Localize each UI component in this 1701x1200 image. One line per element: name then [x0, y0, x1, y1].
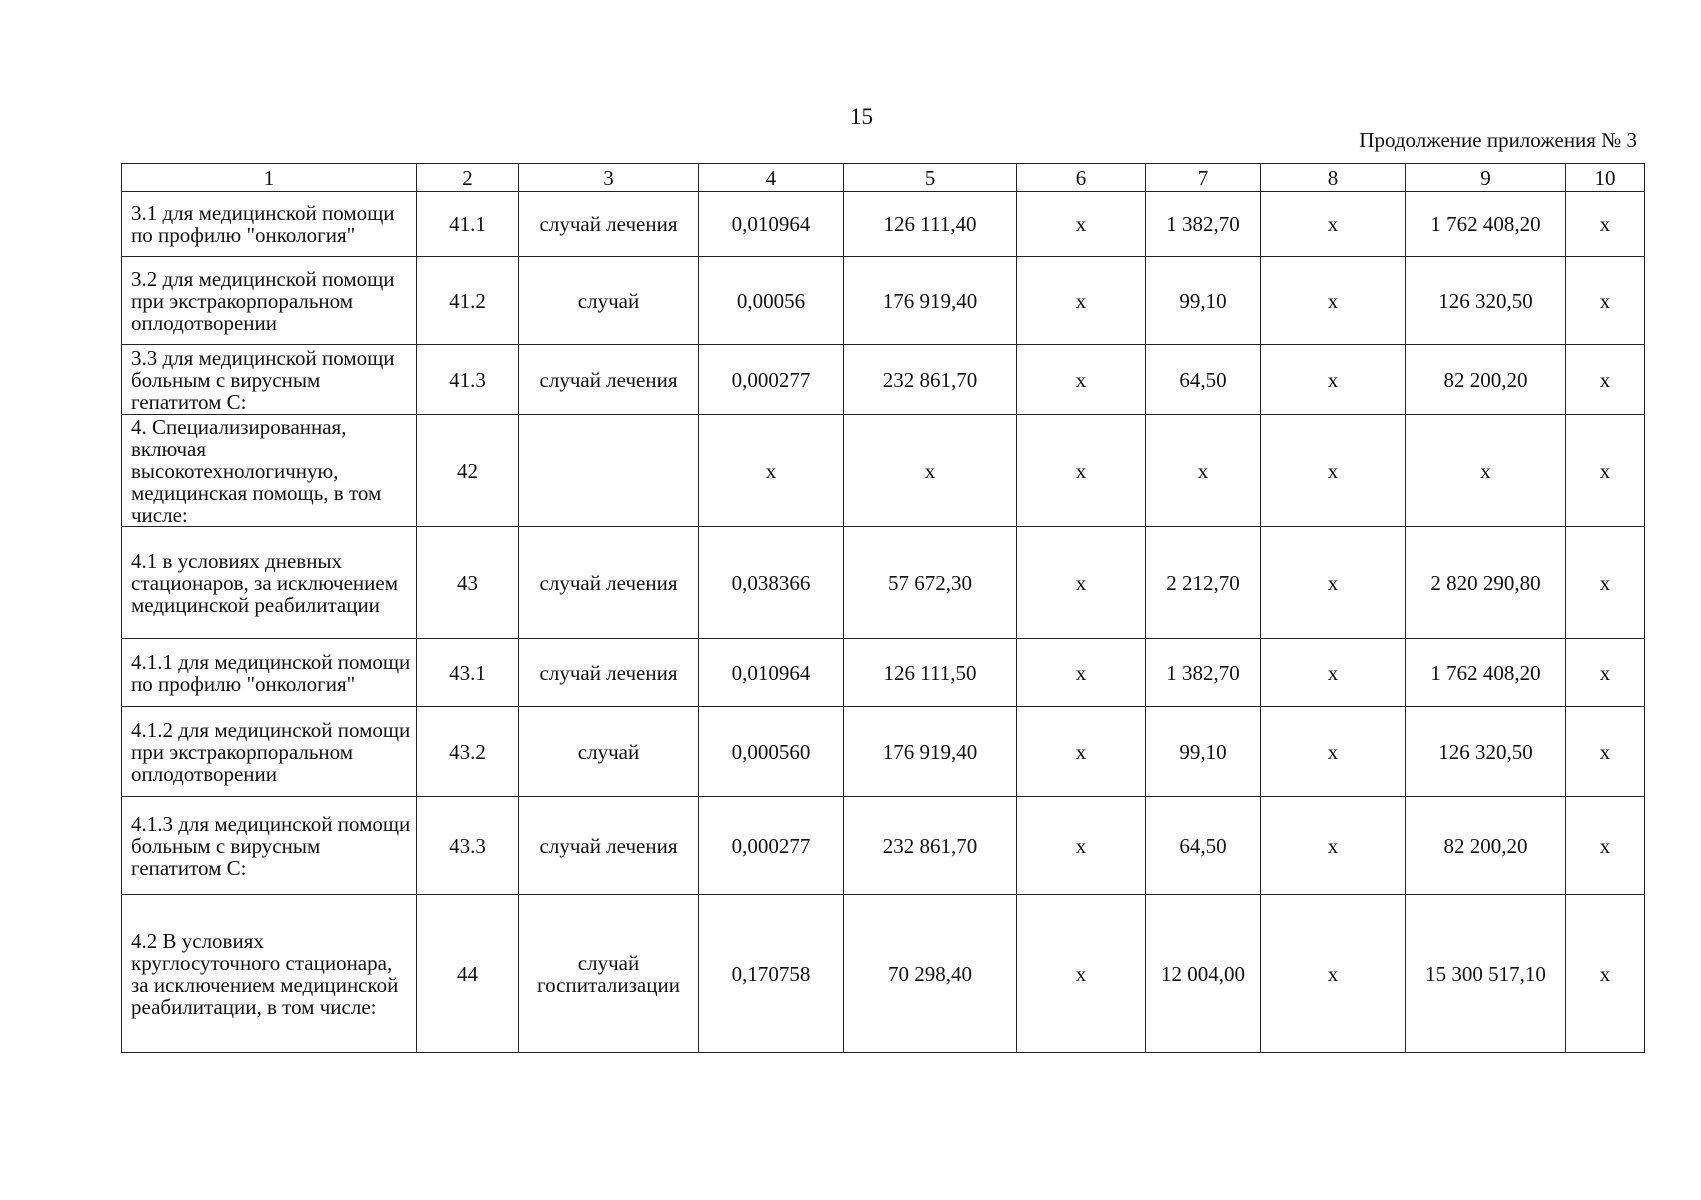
table-cell: х [1017, 707, 1146, 797]
table-cell: х [1566, 895, 1645, 1053]
table-row [122, 639, 1645, 707]
table-cell: 0,000560 [699, 707, 844, 797]
data-table [121, 163, 1645, 1053]
table-cell: х [1261, 895, 1406, 1053]
unit-cell: случай [519, 257, 699, 345]
table-cell: х [1261, 527, 1406, 639]
table-cell: х [1146, 415, 1261, 527]
table-cell: х [1406, 415, 1566, 527]
table-cell: 232 861,70 [844, 797, 1017, 895]
table-cell: 12 004,00 [1146, 895, 1261, 1053]
table-cell: 15 300 517,10 [1406, 895, 1566, 1053]
row-number: 41.3 [417, 345, 519, 415]
column-header: 6 [1017, 164, 1146, 192]
table-cell: х [1261, 192, 1406, 257]
continuation-label: Продолжение приложения № 3 [1359, 128, 1637, 152]
row-number: 44 [417, 895, 519, 1053]
table-cell: 0,000277 [699, 797, 844, 895]
unit-cell [519, 415, 699, 527]
table-cell: 82 200,20 [1406, 345, 1566, 415]
table-row [122, 257, 1645, 345]
unit-cell: случай лечения [519, 639, 699, 707]
column-header: 8 [1261, 164, 1406, 192]
column-header: 9 [1406, 164, 1566, 192]
table-cell: х [1566, 192, 1645, 257]
table-cell: х [1017, 797, 1146, 895]
table-cell: 126 111,40 [844, 192, 1017, 257]
table-cell: 64,50 [1146, 345, 1261, 415]
row-description: 4.1.2 для медицинской помощи при экстракорпоральном оплодотворении [122, 707, 417, 797]
table-cell: 176 919,40 [844, 707, 1017, 797]
table-cell: х [1261, 639, 1406, 707]
page-number: 15 [850, 104, 873, 129]
table-cell: 126 111,50 [844, 639, 1017, 707]
row-description: 4. Специализированная, включая высокотехнологичную, медицинская помощь, в том числе: [122, 415, 417, 527]
row-description: 4.1.1 для медицинской помощи по профилю "онкология" [122, 639, 417, 707]
table-cell: 1 382,70 [1146, 192, 1261, 257]
table-cell: х [1017, 527, 1146, 639]
row-description: 3.3 для медицинской помощи больным с вирусным гепатитом С: [122, 345, 417, 415]
table-cell: х [1261, 415, 1406, 527]
table-cell: 232 861,70 [844, 345, 1017, 415]
row-number: 43.3 [417, 797, 519, 895]
unit-cell: случай [519, 707, 699, 797]
table-cell: 1 382,70 [1146, 639, 1261, 707]
row-number: 41.1 [417, 192, 519, 257]
unit-cell: случай лечения [519, 797, 699, 895]
row-description: 4.2 В условиях круглосуточного стационара, за исключением медицинской реабилитации, в том числе: [122, 895, 417, 1053]
table-cell: х [1017, 345, 1146, 415]
table-cell: х [1017, 257, 1146, 345]
column-header: 7 [1146, 164, 1261, 192]
table-cell: 99,10 [1146, 257, 1261, 345]
row-number: 43.2 [417, 707, 519, 797]
column-header: 1 [122, 164, 417, 192]
row-number: 43.1 [417, 639, 519, 707]
table-row [122, 797, 1645, 895]
table-cell: х [1017, 192, 1146, 257]
row-number: 41.2 [417, 257, 519, 345]
table-cell: х [699, 415, 844, 527]
table-cell: 1 762 408,20 [1406, 192, 1566, 257]
table-row [122, 527, 1645, 639]
table-cell: х [1017, 895, 1146, 1053]
table-cell: х [1566, 415, 1645, 527]
table-cell: 2 820 290,80 [1406, 527, 1566, 639]
table-cell: х [844, 415, 1017, 527]
table-cell: 126 320,50 [1406, 707, 1566, 797]
table-cell: х [1017, 415, 1146, 527]
table-cell: 1 762 408,20 [1406, 639, 1566, 707]
table-cell: 0,010964 [699, 192, 844, 257]
table-row [122, 192, 1645, 257]
column-header: 3 [519, 164, 699, 192]
table-cell: х [1261, 257, 1406, 345]
column-header: 5 [844, 164, 1017, 192]
table-cell: х [1566, 527, 1645, 639]
table-cell: 2 212,70 [1146, 527, 1261, 639]
table-cell: 82 200,20 [1406, 797, 1566, 895]
row-description: 4.1 в условиях дневных стационаров, за исключением медицинской реабилитации [122, 527, 417, 639]
table-cell: 176 919,40 [844, 257, 1017, 345]
table-cell: 99,10 [1146, 707, 1261, 797]
column-header: 10 [1566, 164, 1645, 192]
table-cell: х [1261, 345, 1406, 415]
header-row [122, 164, 1645, 192]
table-cell: 0,00056 [699, 257, 844, 345]
table-cell: 57 672,30 [844, 527, 1017, 639]
table-row [122, 707, 1645, 797]
table-cell: х [1566, 345, 1645, 415]
table-cell: 0,170758 [699, 895, 844, 1053]
table-cell: х [1017, 639, 1146, 707]
table-cell: х [1566, 707, 1645, 797]
table-cell: 0,010964 [699, 639, 844, 707]
table-row [122, 895, 1645, 1053]
row-description: 4.1.3 для медицинской помощи больным с вирусным гепатитом С: [122, 797, 417, 895]
column-header: 2 [417, 164, 519, 192]
table-cell: 0,000277 [699, 345, 844, 415]
table-cell: 126 320,50 [1406, 257, 1566, 345]
row-number: 43 [417, 527, 519, 639]
unit-cell: случай лечения [519, 192, 699, 257]
row-number: 42 [417, 415, 519, 527]
table-cell: х [1261, 797, 1406, 895]
table-row [122, 345, 1645, 415]
table-cell: х [1566, 257, 1645, 345]
unit-cell: случай госпитализации [519, 895, 699, 1053]
table-cell: х [1566, 797, 1645, 895]
unit-cell: случай лечения [519, 527, 699, 639]
column-header: 4 [699, 164, 844, 192]
table-cell: х [1261, 707, 1406, 797]
table-row [122, 415, 1645, 527]
table-cell: х [1566, 639, 1645, 707]
unit-cell: случай лечения [519, 345, 699, 415]
table-cell: 70 298,40 [844, 895, 1017, 1053]
row-description: 3.2 для медицинской помощи при экстракорпоральном оплодотворении [122, 257, 417, 345]
table-cell: 64,50 [1146, 797, 1261, 895]
table-cell: 0,038366 [699, 527, 844, 639]
row-description: 3.1 для медицинской помощи по профилю "онкология" [122, 192, 417, 257]
